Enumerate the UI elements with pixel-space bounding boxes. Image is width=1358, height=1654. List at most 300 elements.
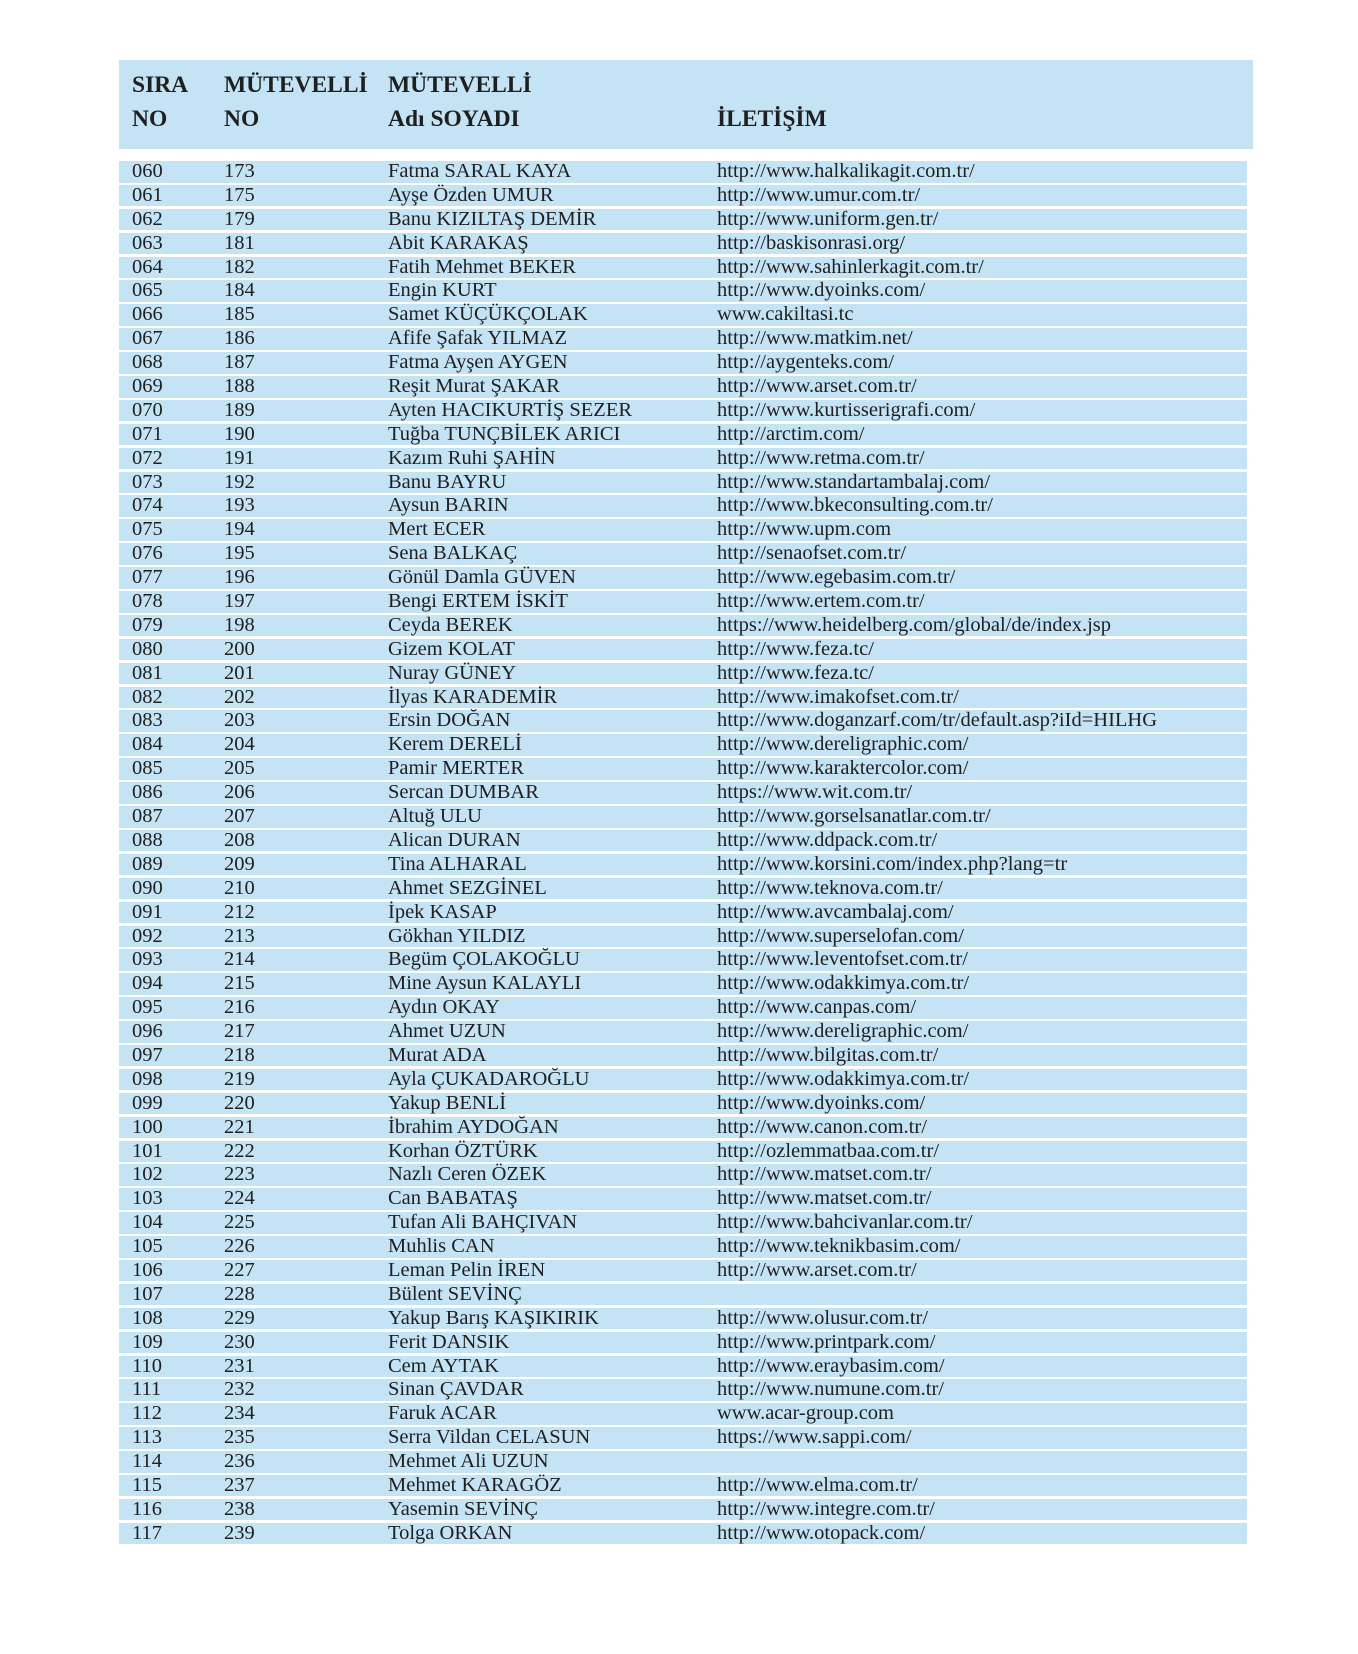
row-mutevelli-no: 186 — [224, 327, 255, 350]
row-contact-link[interactable]: http://www.dyoinks.com/ — [717, 279, 926, 302]
row-mutevelli-no: 196 — [224, 566, 255, 589]
table-row — [119, 710, 1247, 732]
table-row — [119, 1212, 1247, 1234]
table-row — [119, 233, 1247, 255]
row-mutevelli-no: 223 — [224, 1163, 255, 1186]
table-row — [119, 257, 1247, 279]
row-name: Bengi ERTEM İSKİT — [388, 590, 568, 613]
row-name: Ayla ÇUKADAROĞLU — [388, 1067, 590, 1090]
row-name: Sena BALKAÇ — [388, 542, 518, 565]
row-sira-no: 104 — [132, 1211, 163, 1234]
row-mutevelli-no: 238 — [224, 1497, 255, 1520]
row-contact-link[interactable]: http://www.retma.com.tr/ — [717, 446, 925, 469]
row-contact-link[interactable]: http://www.superselofan.com/ — [717, 924, 964, 947]
row-name: Reşit Murat ŞAKAR — [388, 375, 560, 398]
row-contact-link[interactable]: https://www.sappi.com/ — [717, 1426, 912, 1449]
row-name: Banu BAYRU — [388, 470, 507, 493]
row-name: Tuğba TUNÇBİLEK ARICI — [388, 422, 621, 445]
table-row — [119, 543, 1247, 565]
table-row — [119, 1260, 1247, 1282]
row-mutevelli-no: 189 — [224, 398, 255, 421]
row-mutevelli-no: 227 — [224, 1258, 255, 1281]
row-sira-no: 076 — [132, 542, 163, 565]
row-sira-no: 093 — [132, 948, 163, 971]
row-mutevelli-no: 192 — [224, 470, 255, 493]
table-row — [119, 280, 1247, 302]
table-row — [119, 472, 1247, 494]
row-name: Kazım Ruhi ŞAHİN — [388, 446, 556, 469]
row-sira-no: 103 — [132, 1187, 163, 1210]
row-sira-no: 089 — [132, 852, 163, 875]
row-sira-no: 113 — [132, 1426, 162, 1449]
row-mutevelli-no: 216 — [224, 996, 255, 1019]
table-body — [119, 161, 1247, 1544]
header-sira-line1: SIRA — [132, 72, 189, 98]
table-row — [119, 1356, 1247, 1378]
row-name: Tolga ORKAN — [388, 1521, 513, 1544]
row-sira-no: 067 — [132, 327, 163, 350]
row-name: Aysun BARIN — [388, 494, 509, 517]
row-sira-no: 112 — [132, 1402, 162, 1425]
row-sira-no: 083 — [132, 709, 163, 732]
row-contact-link[interactable]: http://www.leventofset.com.tr/ — [717, 948, 968, 971]
row-mutevelli-no: 200 — [224, 637, 255, 660]
row-name: Sinan ÇAVDAR — [388, 1378, 524, 1401]
row-mutevelli-no: 225 — [224, 1211, 255, 1234]
row-sira-no: 075 — [132, 518, 163, 541]
table-row — [119, 1523, 1247, 1545]
header-contact-line2: İLETİŞİM — [717, 106, 827, 132]
row-sira-no: 062 — [132, 207, 163, 230]
row-sira-no: 108 — [132, 1306, 163, 1329]
row-mutevelli-no: 190 — [224, 422, 255, 445]
row-sira-no: 082 — [132, 685, 163, 708]
table-row — [119, 854, 1247, 876]
row-contact-link[interactable]: http://www.imakofset.com.tr/ — [717, 685, 959, 708]
row-contact-link[interactable]: http://www.karaktercolor.com/ — [717, 757, 969, 780]
row-name: Ersin DOĞAN — [388, 709, 511, 732]
row-name: Muhlis CAN — [388, 1235, 495, 1258]
row-name: Gönül Damla GÜVEN — [388, 566, 576, 589]
table-row — [119, 639, 1247, 661]
table-row — [119, 687, 1247, 709]
row-mutevelli-no: 197 — [224, 590, 255, 613]
table-row — [119, 448, 1247, 470]
row-name: Tufan Ali BAHÇIVAN — [388, 1211, 578, 1234]
row-mutevelli-no: 231 — [224, 1354, 255, 1377]
row-mutevelli-no: 203 — [224, 709, 255, 732]
row-name: Faruk ACAR — [388, 1402, 497, 1425]
row-sira-no: 065 — [132, 279, 163, 302]
row-contact-link[interactable]: http://www.canon.com.tr/ — [717, 1115, 927, 1138]
row-name: Ayten HACIKURTİŞ SEZER — [388, 398, 633, 421]
table-row — [119, 567, 1247, 589]
row-name: Ahmet UZUN — [388, 1020, 506, 1043]
row-sira-no: 061 — [132, 183, 163, 206]
row-mutevelli-no: 182 — [224, 255, 255, 278]
table-row — [119, 376, 1247, 398]
row-name: Mert ECER — [388, 518, 486, 541]
row-mutevelli-no: 179 — [224, 207, 255, 230]
row-name: Serra Vildan CELASUN — [388, 1426, 591, 1449]
row-contact-link[interactable]: http://www.bahcivanlar.com.tr/ — [717, 1211, 973, 1234]
row-name: Ceyda BEREK — [388, 613, 513, 636]
table-row — [119, 1236, 1247, 1258]
row-mutevelli-no: 184 — [224, 279, 255, 302]
row-contact-link[interactable]: www.cakiltasi.tc — [717, 303, 854, 326]
row-contact-link[interactable]: http://www.dereligraphic.com/ — [717, 1020, 969, 1043]
row-sira-no: 070 — [132, 398, 163, 421]
table-row — [119, 209, 1247, 231]
row-mutevelli-no: 232 — [224, 1378, 255, 1401]
row-name: İpek KASAP — [388, 900, 497, 923]
row-sira-no: 117 — [132, 1521, 162, 1544]
row-mutevelli-no: 230 — [224, 1330, 255, 1353]
row-mutevelli-no: 212 — [224, 900, 255, 923]
row-mutevelli-no: 236 — [224, 1450, 255, 1473]
row-contact-link[interactable]: http://www.avcambalaj.com/ — [717, 900, 954, 923]
row-sira-no: 092 — [132, 924, 163, 947]
row-contact-link[interactable]: http://www.upm.com — [717, 518, 892, 541]
row-contact-link[interactable]: http://www.korsini.com/index.php?lang=tr — [717, 852, 1068, 875]
row-contact-link[interactable]: http://www.arset.com.tr/ — [717, 375, 917, 398]
row-name: Nuray GÜNEY — [388, 661, 517, 684]
table-row — [119, 328, 1247, 350]
row-contact-link[interactable]: https://www.heidelberg.com/global/de/index.jsp — [717, 613, 1111, 636]
row-contact-link[interactable]: http://www.uniform.gen.tr/ — [717, 207, 939, 230]
row-name: Mine Aysun KALAYLI — [388, 972, 582, 995]
row-sira-no: 116 — [132, 1497, 162, 1520]
row-contact-link[interactable]: http://www.integre.com.tr/ — [717, 1497, 935, 1520]
table-row — [119, 1069, 1247, 1091]
row-contact-link[interactable]: http://arctim.com/ — [717, 422, 865, 445]
row-sira-no: 066 — [132, 303, 163, 326]
row-mutevelli-no: 175 — [224, 183, 255, 206]
row-sira-no: 099 — [132, 1091, 163, 1114]
table-row — [119, 902, 1247, 924]
row-sira-no: 091 — [132, 900, 163, 923]
row-name: Abit KARAKAŞ — [388, 231, 529, 254]
row-contact-link[interactable]: http://baskisonrasi.org/ — [717, 231, 906, 254]
row-contact-link[interactable]: http://www.umur.com.tr/ — [717, 183, 921, 206]
row-contact-link[interactable]: http://www.otopack.com/ — [717, 1521, 926, 1544]
row-sira-no: 072 — [132, 446, 163, 469]
row-sira-no: 071 — [132, 422, 163, 445]
row-contact-link[interactable]: http://www.matset.com.tr/ — [717, 1163, 932, 1186]
header-mname-line2: Adı SOYADI — [388, 106, 520, 132]
row-name: Altuğ ULU — [388, 805, 482, 828]
row-name: Leman Pelin İREN — [388, 1258, 546, 1281]
row-contact-link[interactable]: https://www.wit.com.tr/ — [717, 781, 913, 804]
table-row — [119, 997, 1247, 1019]
row-mutevelli-no: 222 — [224, 1139, 255, 1162]
table-header — [119, 60, 1253, 149]
row-contact-link[interactable]: http://www.teknova.com.tr/ — [717, 876, 943, 899]
table-row — [119, 1308, 1247, 1330]
row-contact-link[interactable]: http://www.olusur.com.tr/ — [717, 1306, 929, 1329]
table-row — [119, 1093, 1247, 1115]
table-row — [119, 1451, 1247, 1473]
row-mutevelli-no: 195 — [224, 542, 255, 565]
trustee-table — [119, 60, 1253, 1547]
row-name: Korhan ÖZTÜRK — [388, 1139, 538, 1162]
row-mutevelli-no: 219 — [224, 1067, 255, 1090]
row-sira-no: 074 — [132, 494, 163, 517]
table-row — [119, 1045, 1247, 1067]
row-name: Murat ADA — [388, 1043, 487, 1066]
row-sira-no: 110 — [132, 1354, 162, 1377]
table-row — [119, 782, 1247, 804]
row-mutevelli-no: 187 — [224, 351, 255, 374]
row-sira-no: 088 — [132, 828, 163, 851]
row-sira-no: 095 — [132, 996, 163, 1019]
row-mutevelli-no: 173 — [224, 160, 255, 182]
row-contact-link[interactable]: http://www.doganzarf.com/tr/default.asp?iId=HILHG — [717, 709, 1158, 732]
table-row — [119, 878, 1247, 900]
header-iletisim — [717, 68, 827, 136]
row-name: Tina ALHARAL — [388, 852, 527, 875]
table-row — [119, 758, 1247, 780]
row-mutevelli-no: 198 — [224, 613, 255, 636]
row-sira-no: 087 — [132, 805, 163, 828]
row-contact-link[interactable]: http://www.dyoinks.com/ — [717, 1091, 926, 1114]
row-name: Alican DURAN — [388, 828, 521, 851]
row-sira-no: 060 — [132, 160, 163, 182]
header-mutevelli-name — [388, 68, 532, 136]
table-row — [119, 830, 1247, 852]
row-name: Mehmet KARAGÖZ — [388, 1473, 562, 1496]
table-row — [119, 495, 1247, 517]
row-name: Ferit DANSIK — [388, 1330, 510, 1353]
row-mutevelli-no: 208 — [224, 828, 255, 851]
row-sira-no: 115 — [132, 1473, 162, 1496]
row-mutevelli-no: 226 — [224, 1235, 255, 1258]
row-mutevelli-no: 204 — [224, 733, 255, 756]
row-contact-link[interactable]: http://www.printpark.com/ — [717, 1330, 936, 1353]
row-sira-no: 100 — [132, 1115, 163, 1138]
table-row — [119, 161, 1247, 183]
row-mutevelli-no: 239 — [224, 1521, 255, 1544]
row-name: Pamir MERTER — [388, 757, 525, 780]
row-name: Aydın OKAY — [388, 996, 500, 1019]
header-mno-line2: NO — [224, 106, 260, 132]
table-row — [119, 400, 1247, 422]
table-row — [119, 1475, 1247, 1497]
row-contact-link[interactable]: http://www.eraybasim.com/ — [717, 1354, 945, 1377]
row-mutevelli-no: 228 — [224, 1282, 255, 1305]
row-contact-link[interactable]: http://senaofset.com.tr/ — [717, 542, 907, 565]
row-name: Yasemin SEVİNÇ — [388, 1497, 538, 1520]
row-mutevelli-no: 213 — [224, 924, 255, 947]
header-contact-line1 — [717, 68, 827, 102]
row-sira-no: 098 — [132, 1067, 163, 1090]
header-mutevelli-no — [224, 68, 368, 136]
table-row — [119, 1403, 1247, 1425]
row-name: İlyas KARADEMİR — [388, 685, 558, 708]
row-contact-link[interactable]: http://www.feza.tc/ — [717, 661, 874, 684]
row-mutevelli-no: 214 — [224, 948, 255, 971]
row-mutevelli-no: 185 — [224, 303, 255, 326]
row-contact-link[interactable]: http://ozlemmatbaa.com.tr/ — [717, 1139, 940, 1162]
row-sira-no: 107 — [132, 1282, 163, 1305]
row-mutevelli-no: 217 — [224, 1020, 255, 1043]
row-mutevelli-no: 207 — [224, 805, 255, 828]
row-contact-link[interactable]: http://www.elma.com.tr/ — [717, 1473, 918, 1496]
table-row — [119, 973, 1247, 995]
row-sira-no: 073 — [132, 470, 163, 493]
row-name: Sercan DUMBAR — [388, 781, 539, 804]
row-sira-no: 068 — [132, 351, 163, 374]
row-contact-link[interactable]: http://www.standartambalaj.com/ — [717, 470, 991, 493]
row-sira-no: 080 — [132, 637, 163, 660]
row-name: Samet KÜÇÜKÇOLAK — [388, 303, 588, 326]
table-row — [119, 1499, 1247, 1521]
row-sira-no: 077 — [132, 566, 163, 589]
row-name: Kerem DERELİ — [388, 733, 522, 756]
row-sira-no: 069 — [132, 375, 163, 398]
row-contact-link[interactable]: http://www.bkeconsulting.com.tr/ — [717, 494, 993, 517]
row-contact-link[interactable]: http://www.matset.com.tr/ — [717, 1187, 932, 1210]
row-name: Fatma SARAL KAYA — [388, 160, 571, 182]
row-mutevelli-no: 181 — [224, 231, 255, 254]
row-name: Cem AYTAK — [388, 1354, 499, 1377]
row-name: Yakup BENLİ — [388, 1091, 507, 1114]
row-sira-no: 079 — [132, 613, 163, 636]
row-sira-no: 096 — [132, 1020, 163, 1043]
table-row — [119, 1188, 1247, 1210]
row-mutevelli-no: 220 — [224, 1091, 255, 1114]
row-contact-link[interactable]: http://www.odakkimya.com.tr/ — [717, 1067, 970, 1090]
row-mutevelli-no: 235 — [224, 1426, 255, 1449]
row-contact-link[interactable]: http://www.teknikbasim.com/ — [717, 1235, 961, 1258]
row-contact-link[interactable]: http://www.ddpack.com.tr/ — [717, 828, 938, 851]
row-contact-link[interactable]: http://www.feza.tc/ — [717, 637, 874, 660]
table-row — [119, 806, 1247, 828]
row-contact-link[interactable]: http://www.canpas.com/ — [717, 996, 917, 1019]
row-name: Fatih Mehmet BEKER — [388, 255, 576, 278]
row-contact-link[interactable]: http://www.halkalikagit.com.tr/ — [717, 160, 975, 182]
row-contact-link[interactable]: http://www.kurtisserigrafi.com/ — [717, 398, 976, 421]
row-name: Fatma Ayşen AYGEN — [388, 351, 568, 374]
row-sira-no: 085 — [132, 757, 163, 780]
row-name: Gökhan YILDIZ — [388, 924, 526, 947]
row-contact-link[interactable]: http://www.sahinlerkagit.com.tr/ — [717, 255, 984, 278]
row-mutevelli-no: 234 — [224, 1402, 255, 1425]
row-sira-no: 090 — [132, 876, 163, 899]
header-mno-line1: MÜTEVELLİ — [224, 72, 368, 98]
table-row — [119, 424, 1247, 446]
row-contact-link[interactable]: http://www.matkim.net/ — [717, 327, 913, 350]
row-contact-link[interactable]: http://www.ertem.com.tr/ — [717, 590, 925, 613]
table-row — [119, 1427, 1247, 1449]
row-mutevelli-no: 210 — [224, 876, 255, 899]
table-row — [119, 1117, 1247, 1139]
row-contact-link[interactable]: http://www.gorselsanatlar.com.tr/ — [717, 805, 991, 828]
row-sira-no: 101 — [132, 1139, 163, 1162]
table-row — [119, 1164, 1247, 1186]
row-sira-no: 081 — [132, 661, 163, 684]
table-row — [119, 1284, 1247, 1306]
row-name: Begüm ÇOLAKOĞLU — [388, 948, 580, 971]
table-row — [119, 591, 1247, 613]
row-contact-link[interactable]: http://aygenteks.com/ — [717, 351, 895, 374]
row-contact-link[interactable]: http://www.bilgitas.com.tr/ — [717, 1043, 939, 1066]
table-row — [119, 734, 1247, 756]
row-sira-no: 086 — [132, 781, 163, 804]
row-mutevelli-no: 237 — [224, 1473, 255, 1496]
row-sira-no: 102 — [132, 1163, 163, 1186]
row-sira-no: 094 — [132, 972, 163, 995]
row-name: Banu KIZILTAŞ DEMİR — [388, 207, 597, 230]
row-name: İbrahim AYDOĞAN — [388, 1115, 559, 1138]
header-mname-line1: MÜTEVELLİ — [388, 72, 532, 98]
row-mutevelli-no: 206 — [224, 781, 255, 804]
row-sira-no: 064 — [132, 255, 163, 278]
row-sira-no: 114 — [132, 1450, 162, 1473]
row-mutevelli-no: 221 — [224, 1115, 255, 1138]
row-contact-link[interactable]: http://www.egebasim.com.tr/ — [717, 566, 956, 589]
row-mutevelli-no: 188 — [224, 375, 255, 398]
row-contact-link[interactable]: http://www.numune.com.tr/ — [717, 1378, 944, 1401]
row-mutevelli-no: 215 — [224, 972, 255, 995]
table-row — [119, 1141, 1247, 1163]
row-mutevelli-no: 224 — [224, 1187, 255, 1210]
row-name: Engin KURT — [388, 279, 497, 302]
table-row — [119, 926, 1247, 948]
row-sira-no: 084 — [132, 733, 163, 756]
row-name: Can BABATAŞ — [388, 1187, 518, 1210]
table-row — [119, 615, 1247, 637]
table-row — [119, 352, 1247, 374]
row-contact-link[interactable]: http://www.odakkimya.com.tr/ — [717, 972, 970, 995]
row-name: Afife Şafak YILMAZ — [388, 327, 568, 350]
row-mutevelli-no: 194 — [224, 518, 255, 541]
row-mutevelli-no: 193 — [224, 494, 255, 517]
row-mutevelli-no: 218 — [224, 1043, 255, 1066]
row-contact-link[interactable]: http://www.arset.com.tr/ — [717, 1258, 917, 1281]
row-contact-link[interactable]: www.acar-group.com — [717, 1402, 894, 1425]
row-name: Ayşe Özden UMUR — [388, 183, 554, 206]
header-sira-line2: NO — [132, 106, 168, 132]
row-sira-no: 078 — [132, 590, 163, 613]
row-mutevelli-no: 209 — [224, 852, 255, 875]
row-name: Gizem KOLAT — [388, 637, 515, 660]
table-row — [119, 1021, 1247, 1043]
table-row — [119, 1332, 1247, 1354]
row-name: Bülent SEVİNÇ — [388, 1282, 522, 1305]
row-name: Nazlı Ceren ÖZEK — [388, 1163, 547, 1186]
table-row — [119, 663, 1247, 685]
row-contact-link[interactable]: http://www.dereligraphic.com/ — [717, 733, 969, 756]
row-name: Mehmet Ali UZUN — [388, 1450, 549, 1473]
table-row — [119, 304, 1247, 326]
row-mutevelli-no: 229 — [224, 1306, 255, 1329]
header-sira-no — [132, 68, 188, 136]
row-mutevelli-no: 201 — [224, 661, 255, 684]
row-sira-no: 063 — [132, 231, 163, 254]
row-sira-no: 105 — [132, 1235, 163, 1258]
row-name: Yakup Barış KAŞIKIRIK — [388, 1306, 599, 1329]
table-row — [119, 949, 1247, 971]
table-row — [119, 519, 1247, 541]
row-mutevelli-no: 202 — [224, 685, 255, 708]
row-sira-no: 109 — [132, 1330, 163, 1353]
row-mutevelli-no: 205 — [224, 757, 255, 780]
row-sira-no: 097 — [132, 1043, 163, 1066]
row-name: Ahmet SEZGİNEL — [388, 876, 547, 899]
row-sira-no: 106 — [132, 1258, 163, 1281]
table-row — [119, 1379, 1247, 1401]
